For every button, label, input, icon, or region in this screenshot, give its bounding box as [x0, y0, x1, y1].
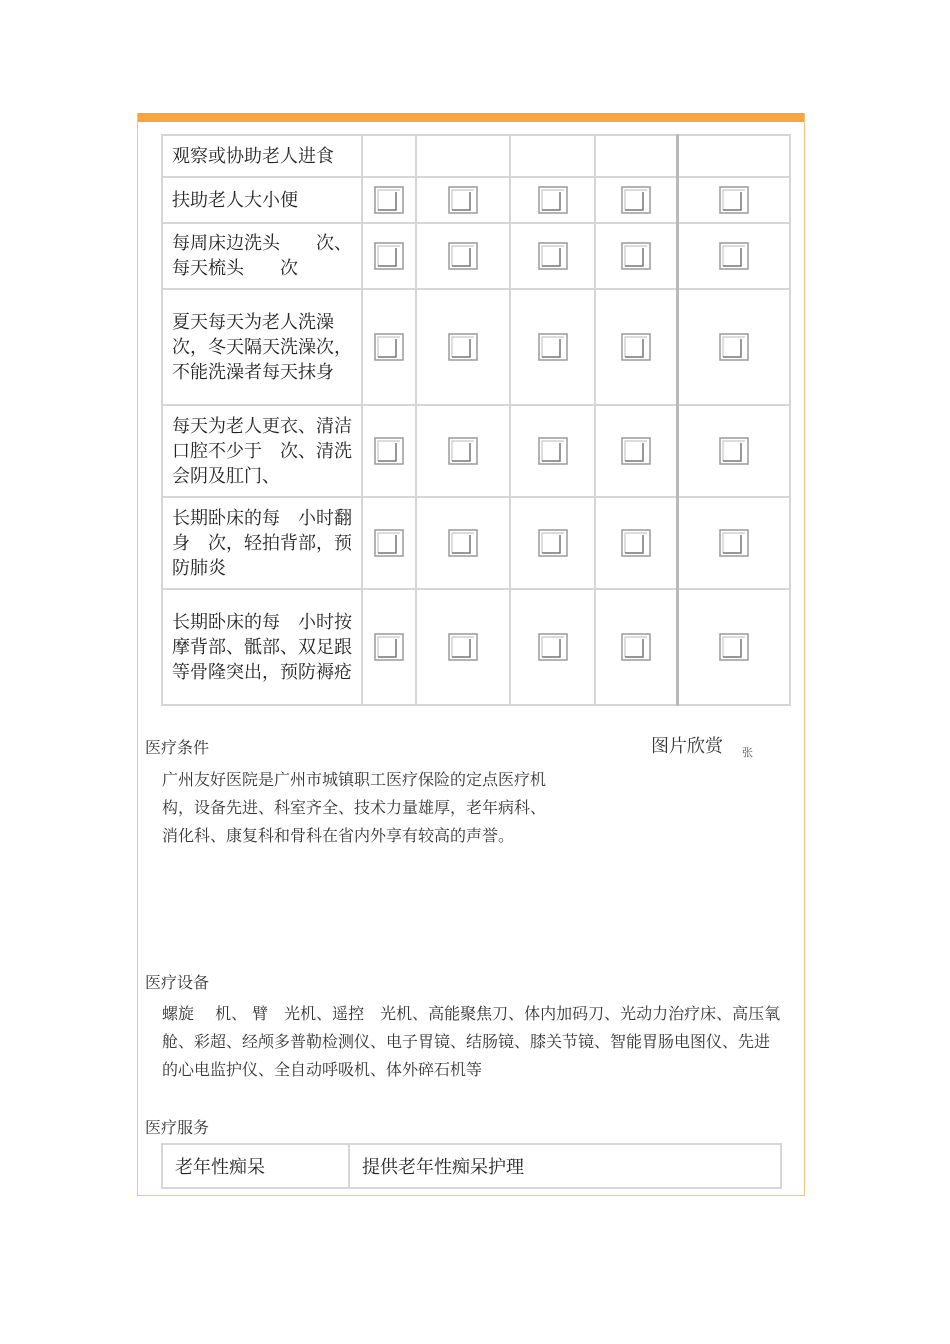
gallery-count: 张 [742, 746, 753, 759]
care-schedule-cell [416, 177, 510, 223]
care-task-label: 长期卧床的每 小时按摩背部、骶部、双足跟等骨隆突出，预防褥疮 [162, 589, 362, 705]
checkbox-icon[interactable] [719, 437, 749, 465]
care-schedule-cell [416, 405, 510, 497]
checkbox-icon[interactable] [621, 529, 651, 557]
care-schedule-cell [510, 135, 595, 177]
checkbox-icon[interactable] [621, 633, 651, 661]
checkbox-icon[interactable] [374, 633, 404, 661]
medical-equipment-heading: 医疗设备 [145, 973, 210, 992]
care-schedule-cell [362, 405, 416, 497]
care-schedule-cell [678, 289, 791, 405]
care-schedule-cell [595, 135, 678, 177]
medical-conditions-heading: 医疗条件 [145, 738, 210, 757]
table-row [162, 289, 790, 405]
checkbox-icon[interactable] [719, 633, 749, 661]
table-row [162, 177, 790, 223]
care-schedule-cell [416, 497, 510, 589]
care-schedule-cell [362, 289, 416, 405]
care-schedule-cell [595, 405, 678, 497]
care-schedule-cell [510, 223, 595, 289]
checkbox-icon[interactable] [621, 333, 651, 361]
care-schedule-cell [510, 405, 595, 497]
medical-equipment-text: 螺旋 机、 臂 光机、遥控 光机、高能聚焦刀、体内加码刀、光动力治疗床、高压氧舱、彩超、经颅多普勒检测仪、电子胃镜、结肠镜、膝关节镜、智能胃肠电图仪、先进的心电监护仪、全自动呼吸机、体外碎石机等 [162, 1004, 781, 1079]
care-schedule-cell [416, 223, 510, 289]
care-schedule-cell [362, 177, 416, 223]
checkbox-icon[interactable] [538, 333, 568, 361]
table-row [162, 1144, 781, 1188]
table-row [162, 405, 790, 497]
checkbox-icon[interactable] [719, 529, 749, 557]
checkbox-icon[interactable] [374, 186, 404, 214]
care-schedule-cell [362, 135, 416, 177]
checkbox-icon[interactable] [621, 186, 651, 214]
care-schedule-cell [595, 223, 678, 289]
checkbox-icon[interactable] [719, 242, 749, 270]
care-schedule-cell [510, 589, 595, 705]
care-schedule-cell [362, 223, 416, 289]
medical-service-heading: 医疗服务 [145, 1118, 210, 1137]
checkbox-icon[interactable] [448, 437, 478, 465]
checkbox-icon[interactable] [448, 333, 478, 361]
care-schedule-cell [362, 497, 416, 589]
care-schedule-cell [678, 589, 791, 705]
service-name: 老年性痴呆 [162, 1144, 349, 1188]
care-task-label: 长期卧床的每 小时翻身 次，轻拍背部，预防肺炎 [162, 497, 362, 589]
checkbox-icon[interactable] [719, 186, 749, 214]
checkbox-icon[interactable] [621, 242, 651, 270]
care-task-label: 夏天每天为老人洗澡 次，冬天隔天洗澡次，不能洗澡者每天抹身 [162, 289, 362, 405]
care-schedule-cell [678, 405, 791, 497]
checkbox-icon[interactable] [374, 437, 404, 465]
care-schedule-cell [595, 589, 678, 705]
checkbox-icon[interactable] [448, 529, 478, 557]
gallery-title[interactable]: 图片欣赏 [651, 736, 723, 757]
care-schedule-cell [678, 135, 791, 177]
medical-conditions-text: 广州友好医院是广州市城镇职工医疗保险的定点医疗机构，设备先进、科室齐全、技术力量雄厚，老年病科、消化科、康复科和骨科在省内外享有较高的声誉。 [162, 770, 547, 845]
checkbox-icon[interactable] [374, 529, 404, 557]
checkbox-icon[interactable] [374, 242, 404, 270]
checkbox-icon[interactable] [448, 242, 478, 270]
checkbox-icon[interactable] [538, 242, 568, 270]
checkbox-icon[interactable] [621, 437, 651, 465]
table-row [162, 135, 790, 177]
checkbox-icon[interactable] [538, 529, 568, 557]
checkbox-icon[interactable] [374, 333, 404, 361]
care-schedule-cell [595, 289, 678, 405]
care-schedule-cell [678, 223, 791, 289]
care-schedule-cell [510, 289, 595, 405]
care-task-label: 每天为老人更衣、清洁口腔不少于 次、清洗会阴及肛门、 [162, 405, 362, 497]
service-description: 提供老年性痴呆护理 [349, 1144, 781, 1188]
care-task-label: 观察或协助老人进食 [162, 135, 362, 177]
checkbox-icon[interactable] [719, 333, 749, 361]
checkbox-icon[interactable] [538, 186, 568, 214]
care-schedule-cell [595, 497, 678, 589]
care-schedule-cell [362, 589, 416, 705]
care-services-table [161, 134, 791, 706]
care-schedule-cell [416, 289, 510, 405]
table-row [162, 497, 790, 589]
table-row [162, 223, 790, 289]
checkbox-icon[interactable] [538, 633, 568, 661]
care-task-label: 每周床边洗头 次、每天梳头 次 [162, 223, 362, 289]
care-task-label: 扶助老人大小便 [162, 177, 362, 223]
care-schedule-cell [510, 497, 595, 589]
checkbox-icon[interactable] [448, 633, 478, 661]
table-row [162, 589, 790, 705]
checkbox-icon[interactable] [538, 437, 568, 465]
care-schedule-cell [416, 135, 510, 177]
care-schedule-cell [416, 589, 510, 705]
care-schedule-cell [595, 177, 678, 223]
care-schedule-cell [678, 177, 791, 223]
checkbox-icon[interactable] [448, 186, 478, 214]
care-schedule-cell [510, 177, 595, 223]
care-schedule-cell [678, 497, 791, 589]
medical-service-table [161, 1143, 782, 1189]
